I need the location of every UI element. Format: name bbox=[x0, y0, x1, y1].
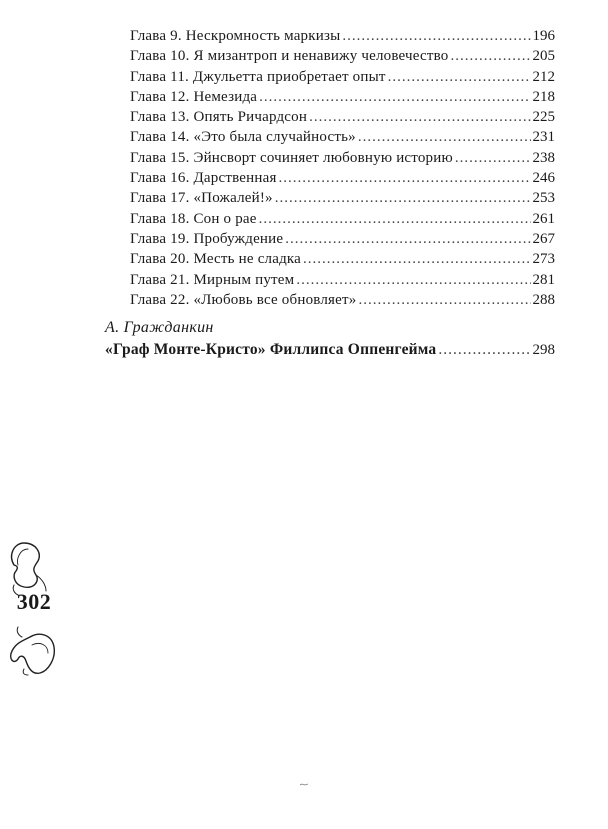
dot-leader bbox=[285, 229, 530, 249]
toc-entry-title: Глава 15. Эйнсворт сочиняет любовную историю bbox=[130, 149, 453, 166]
page-number: 302 bbox=[16, 589, 52, 614]
toc-entry-page: 281 bbox=[532, 271, 555, 288]
toc-entry-title: Глава 22. «Любовь все обновляет» bbox=[130, 291, 357, 308]
toc-entry bbox=[130, 67, 555, 87]
toc-entry-page: 212 bbox=[532, 68, 555, 85]
toc-entry bbox=[130, 46, 555, 66]
toc-entry-title: Глава 21. Мирным путем bbox=[130, 271, 295, 288]
toc-entry-title: Глава 11. Джульетта приобретает опыт bbox=[130, 68, 386, 85]
dot-leader bbox=[388, 67, 531, 87]
toc-entry bbox=[130, 209, 555, 229]
dot-leader bbox=[309, 107, 530, 127]
dot-leader bbox=[259, 209, 531, 229]
afterword-entry bbox=[105, 341, 555, 359]
toc-entry-page: 218 bbox=[532, 88, 555, 105]
toc-entry bbox=[130, 168, 555, 188]
toc-entry-title: Глава 14. «Это была случайность» bbox=[130, 129, 356, 146]
toc-entry-page: 231 bbox=[532, 129, 555, 146]
dot-leader bbox=[358, 290, 530, 310]
toc-entry-title: Глава 16. Дарственная bbox=[130, 170, 277, 187]
afterword-author: А. Гражданкин bbox=[105, 319, 214, 336]
toc-entry-page: 267 bbox=[532, 230, 555, 247]
toc-entry-title: Глава 13. Опять Ричардсон bbox=[130, 109, 308, 126]
toc-entry-page: 261 bbox=[532, 210, 555, 227]
toc-entry-page: 288 bbox=[532, 291, 555, 308]
toc-entry bbox=[130, 127, 555, 147]
toc-entry bbox=[130, 290, 555, 310]
toc-entry-title: Глава 17. «Пожалей!» bbox=[130, 190, 273, 207]
toc-entry-title: Глава 12. Немезида bbox=[130, 88, 258, 105]
dot-leader bbox=[259, 87, 530, 107]
dot-leader bbox=[279, 168, 531, 188]
toc-entry-title: Глава 19. Пробуждение bbox=[130, 230, 284, 247]
print-speck bbox=[300, 783, 308, 786]
afterword-page: 298 bbox=[532, 342, 555, 358]
dot-leader bbox=[296, 270, 530, 290]
toc-entry-page: 196 bbox=[532, 28, 555, 44]
toc-entry bbox=[130, 229, 555, 249]
afterword-title: «Граф Монте-Кристо» Филлипса Оппенгейма bbox=[105, 341, 437, 358]
toc-entry bbox=[130, 107, 555, 127]
toc-entry-page: 273 bbox=[532, 251, 555, 268]
dot-leader bbox=[303, 249, 530, 269]
toc-entry bbox=[130, 270, 555, 290]
table-of-contents bbox=[130, 26, 555, 310]
dot-leader bbox=[455, 148, 531, 168]
toc-entry-title: Глава 10. Я мизантроп и ненавижу человечество bbox=[130, 48, 449, 65]
dot-leader bbox=[358, 127, 531, 147]
toc-entry bbox=[130, 87, 555, 107]
toc-entry-page: 253 bbox=[532, 190, 555, 207]
dot-leader bbox=[438, 341, 530, 359]
dot-leader bbox=[342, 26, 530, 46]
toc-entry-page: 205 bbox=[532, 48, 555, 65]
dot-leader bbox=[275, 188, 531, 208]
toc-entry-title: Глава 20. Месть не сладка bbox=[130, 251, 302, 268]
toc-entry bbox=[130, 249, 555, 269]
toc-entry-page: 238 bbox=[532, 149, 555, 166]
toc-entry bbox=[130, 188, 555, 208]
toc-entry-page: 246 bbox=[532, 170, 555, 187]
toc-entry bbox=[130, 26, 555, 46]
toc-entry bbox=[130, 148, 555, 168]
toc-entry-title: Глава 18. Сон о рае bbox=[130, 210, 257, 227]
toc-entry-page: 225 bbox=[532, 109, 555, 126]
dot-leader bbox=[451, 46, 531, 66]
toc-entry-title: Глава 9. Нескромность маркизы bbox=[130, 28, 341, 44]
